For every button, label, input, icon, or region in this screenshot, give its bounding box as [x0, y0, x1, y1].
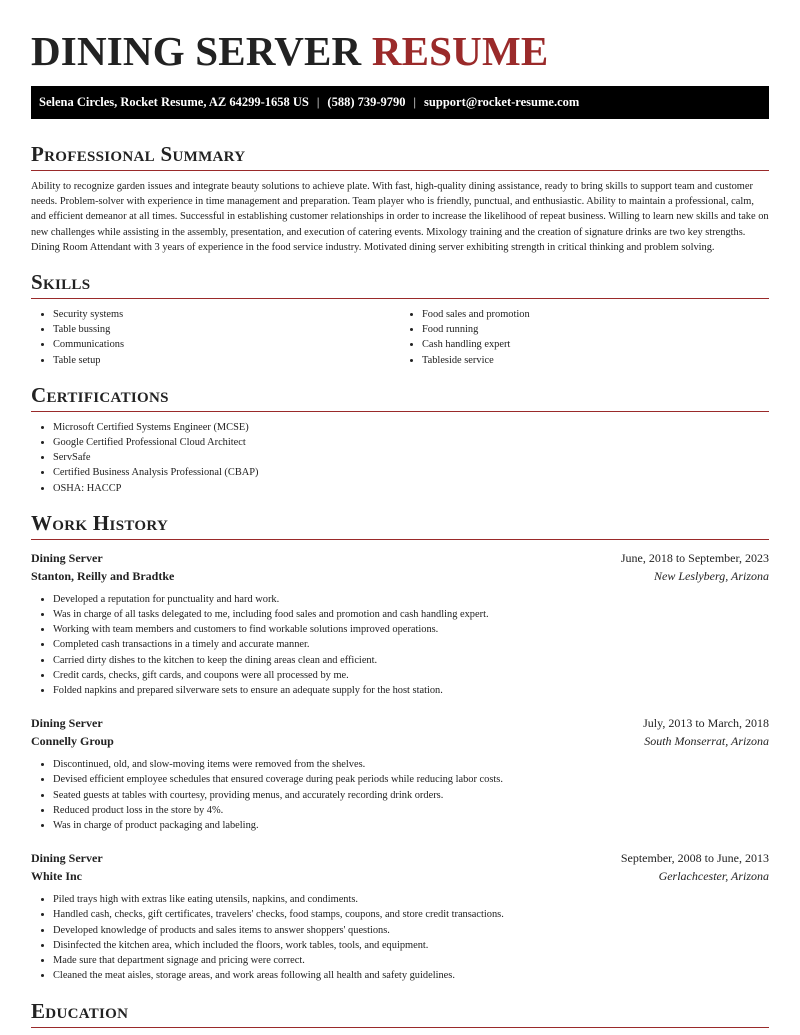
- job-duty-item: • Developed a reputation for punctuality and hard work.: [53, 592, 769, 607]
- job-header-row: [31, 849, 769, 867]
- job-duty-item: • Carried dirty dishes to the kitchen to keep the dining areas clean and efficient.: [53, 653, 769, 668]
- job-company: Connelly Group: [31, 734, 114, 749]
- job-dates: June, 2018 to September, 2023: [620, 550, 769, 565]
- certification-item: • Certified Business Analysis Professional (CBAP): [53, 465, 769, 480]
- job-duty-item: • Reduced product loss in the store by 4%.: [53, 803, 769, 818]
- skill-item: • Table setup: [53, 353, 400, 368]
- contact-email: support@rocket-resume.com: [424, 95, 580, 109]
- resume-title: [31, 0, 769, 76]
- section-heading-work-history: Work History: [31, 510, 769, 540]
- job-duty-item: • Handled cash, checks, gift certificates, travelers' checks, food stamps, coupons, and store credit transactions.: [53, 907, 769, 922]
- skill-item: • Security systems: [53, 307, 400, 322]
- title-accent: RESUME: [371, 28, 549, 74]
- summary-text: Ability to recognize garden issues and integrate beauty solutions to achieve plate. With fast, high-quality dining assistance, ready to bring skills to support team and customer needs. Problem-solver with experience in time management and preparation. Team player who is friendly, punctual, and enthusiastic. Ability to maintain a professional, calm, and efficient demeanor at all times. Successful in establishing customer relationships in order to increase the likelihood of repeat business. Willing to learn new skills and take on new challenges while assisting in the assembly, presentation, and execution of catering events. Mixology training and the creation of signature drinks are two key strengths. Dining Room Attendant with 3 years of experience in the food service industry. Motivated dining server exhibiting strength in critical thinking and problem solving.: [31, 181, 769, 253]
- job-duties-list: [31, 757, 769, 833]
- job-duty-item: • Completed cash transactions in a timely and accurate manner.: [53, 637, 769, 652]
- job-duty-item: • Disinfected the kitchen area, which included the floors, work tables, tools, and equipment.: [53, 938, 769, 953]
- job-location: New Leslyberg, Arizona: [653, 568, 769, 583]
- certification-item: • Google Certified Professional Cloud Architect: [53, 435, 769, 450]
- job-duty-item: • Folded napkins and prepared silverware sets to ensure an adequate supply for the host station.: [53, 683, 769, 698]
- certifications-list: [31, 420, 769, 496]
- job-entry: [31, 549, 769, 698]
- job-duty-item: • Was in charge of all tasks delegated to me, including food sales and promotion and cash handling expert.: [53, 607, 769, 622]
- job-duty-item: • Working with team members and customers to find workable solutions improved operations.: [53, 622, 769, 637]
- skill-item: • Food running: [422, 322, 769, 337]
- certification-item: • OSHA: HACCP: [53, 481, 769, 496]
- job-duty-item: • Was in charge of product packaging and labeling.: [53, 818, 769, 833]
- section-heading-skills: Skills: [31, 269, 769, 299]
- skill-item: • Table bussing: [53, 322, 400, 337]
- section-heading-certifications: Certifications: [31, 382, 769, 412]
- job-entry: [31, 714, 769, 833]
- job-company-row: [31, 567, 769, 585]
- job-title: Dining Server: [31, 716, 103, 731]
- job-duty-item: • Made sure that department signage and pricing were correct.: [53, 953, 769, 968]
- job-company: Stanton, Reilly and Bradtke: [31, 568, 175, 583]
- job-duty-item: • Credit cards, checks, gift cards, and coupons were all processed by me.: [53, 668, 769, 683]
- job-title: Dining Server: [31, 851, 103, 866]
- title-main: DINING SERVER: [31, 28, 362, 74]
- skill-item: • Food sales and promotion: [422, 307, 769, 322]
- job-company-row: [31, 867, 769, 885]
- contact-bar: [31, 86, 769, 119]
- job-header-row: [31, 714, 769, 732]
- contact-phone: (588) 739-9790: [327, 95, 406, 109]
- job-company-row: [31, 732, 769, 750]
- skill-item: • Tableside service: [422, 353, 769, 368]
- skill-item: • Cash handling expert: [422, 337, 769, 352]
- skill-item: • Communications: [53, 337, 400, 352]
- contact-separator: |: [413, 95, 417, 109]
- job-duty-item: • Discontinued, old, and slow-moving items were removed from the shelves.: [53, 757, 769, 772]
- job-duty-item: • Devised efficient employee schedules that ensured coverage during peak periods while reducing labor costs.: [53, 772, 769, 787]
- skills-list-right: [400, 307, 769, 368]
- job-duties-list: [31, 892, 769, 983]
- contact-address: Selena Circles, Rocket Resume, AZ 64299-1658 US: [39, 95, 309, 109]
- job-entry: [31, 849, 769, 983]
- job-duty-item: • Developed knowledge of products and sales items to answer shoppers' questions.: [53, 923, 769, 938]
- job-duty-item: • Cleaned the meat aisles, storage areas, and work areas following all health and safety guidelines.: [53, 968, 769, 983]
- section-heading-education: Education: [31, 998, 769, 1028]
- job-duties-list: [31, 592, 769, 698]
- job-duty-item: • Seated guests at tables with courtesy, providing menus, and accurately recording drink orders.: [53, 788, 769, 803]
- job-dates: September, 2008 to June, 2013: [620, 851, 769, 866]
- section-heading-summary: Professional Summary: [31, 141, 769, 171]
- certification-item: • Microsoft Certified Systems Engineer (MCSE): [53, 420, 769, 435]
- job-company: White Inc: [31, 869, 82, 884]
- job-duty-item: • Piled trays high with extras like eating utensils, napkins, and condiments.: [53, 892, 769, 907]
- skills-list-left: [31, 307, 400, 368]
- job-dates: July, 2013 to March, 2018: [643, 716, 769, 731]
- skills-grid: [31, 299, 769, 368]
- job-location: Gerlachcester, Arizona: [658, 869, 769, 884]
- certification-item: • ServSafe: [53, 450, 769, 465]
- job-location: South Monserrat, Arizona: [644, 734, 769, 749]
- contact-separator: |: [316, 95, 320, 109]
- job-header-row: [31, 549, 769, 567]
- job-title: Dining Server: [31, 550, 103, 565]
